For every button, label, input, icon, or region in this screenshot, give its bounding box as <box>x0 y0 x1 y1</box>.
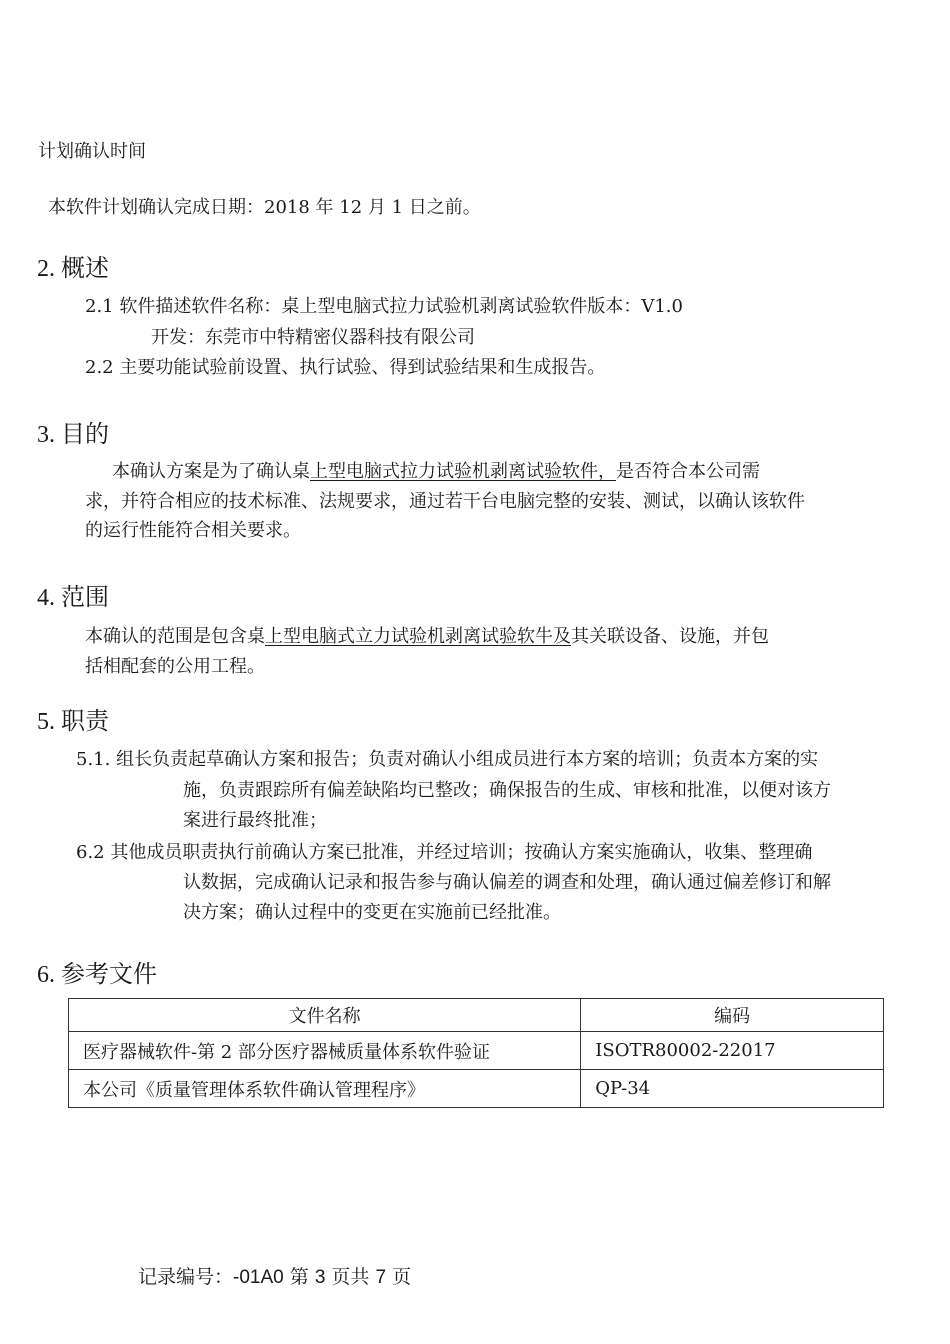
table-cell-code: ISOTR80002-22017 <box>581 1032 884 1070</box>
scope-heading: 4. 范围 <box>37 585 109 611</box>
page-text: 第 <box>283 1266 315 1288</box>
record-number-label: 记录编号： <box>138 1266 234 1288</box>
page-total: 7 <box>375 1267 387 1288</box>
overview-developer: 开发：东莞市中特精密仪器科技有限公司 <box>151 327 475 348</box>
page-text: 页共 <box>325 1266 376 1288</box>
scope-software-name: 上型电脑式立力试验机剥离试验软牛及 <box>265 626 571 647</box>
scope-text: 本确认的范围是包含桌 <box>85 626 265 647</box>
table-cell-code: QP-34 <box>581 1070 884 1108</box>
scope-line-1 <box>85 626 769 648</box>
references-heading: 6. 参考文件 <box>37 962 157 988</box>
overview-heading: 2. 概述 <box>37 256 109 282</box>
scope-line-2: 括相配套的公用工程。 <box>85 656 265 677</box>
responsibility-item-1: 5.1. 组长负责起草确认方案和报告；负责对确认小组成员进行本方案的培训；负责本方案的实 <box>76 749 819 770</box>
page-text: 页 <box>386 1266 412 1288</box>
responsibility-item-2-cont: 决方案；确认过程中的变更在实施前已经批准。 <box>183 902 561 923</box>
purpose-line-3: 的运行性能符合相关要求。 <box>85 520 301 541</box>
table-row <box>69 1032 884 1070</box>
table-cell-doc-name: 医疗器械软件-第 2 部分医疗器械质量体系软件验证 <box>69 1032 581 1070</box>
responsibility-item-2-cont: 认数据，完成确认记录和报告参与确认偏差的调查和处理，确认通过偏差修订和解 <box>183 872 831 893</box>
purpose-heading: 3. 目的 <box>37 422 109 448</box>
overview-item-1: 2.1 软件描述软件名称：桌上型电脑式拉力试验机剥离试验软件版本：V1.0 <box>85 296 683 317</box>
table-header-code: 编码 <box>581 999 884 1032</box>
purpose-text: 是否符合本公司需 <box>616 461 760 482</box>
reference-table <box>68 998 884 1108</box>
overview-item-2: 2.2 主要功能试验前设置、执行试验、得到试验结果和生成报告。 <box>85 357 606 378</box>
purpose-software-name: 上型电脑式拉力试验机剥离试验软件， <box>310 461 616 482</box>
table-header-doc-name: 文件名称 <box>69 999 581 1032</box>
schedule-heading: 计划确认时间 <box>38 141 146 162</box>
table-header-row <box>69 999 884 1032</box>
scope-text: 其关联设备、设施，并包 <box>571 626 769 647</box>
responsibility-heading: 5. 职责 <box>37 709 109 735</box>
purpose-text: 本确认方案是为了确认桌 <box>112 461 310 482</box>
table-cell-doc-name: 本公司《质量管理体系软件确认管理程序》 <box>69 1070 581 1108</box>
responsibility-item-1-cont: 施，负责跟踪所有偏差缺陷均已整改；确保报告的生成、审核和批准，以便对该方 <box>183 780 831 801</box>
purpose-line-2: 求，并符合相应的技术标准、法规要求，通过若干台电脑完整的安装、测试，以确认该软件 <box>85 491 805 512</box>
purpose-line-1 <box>112 461 760 483</box>
responsibility-item-2: 6.2 其他成员职责执行前确认方案已批准，并经过培训；按确认方案实施确认，收集、整理确 <box>76 842 813 863</box>
schedule-body: 本软件计划确认完成日期：2018 年 12 月 1 日之前。 <box>48 197 481 218</box>
page-footer <box>138 1262 411 1289</box>
page-number: 3 <box>314 1267 326 1288</box>
table-row <box>69 1070 884 1108</box>
record-number-code: -01A0 <box>233 1267 284 1288</box>
responsibility-item-1-cont: 案进行最终批准； <box>183 810 327 831</box>
